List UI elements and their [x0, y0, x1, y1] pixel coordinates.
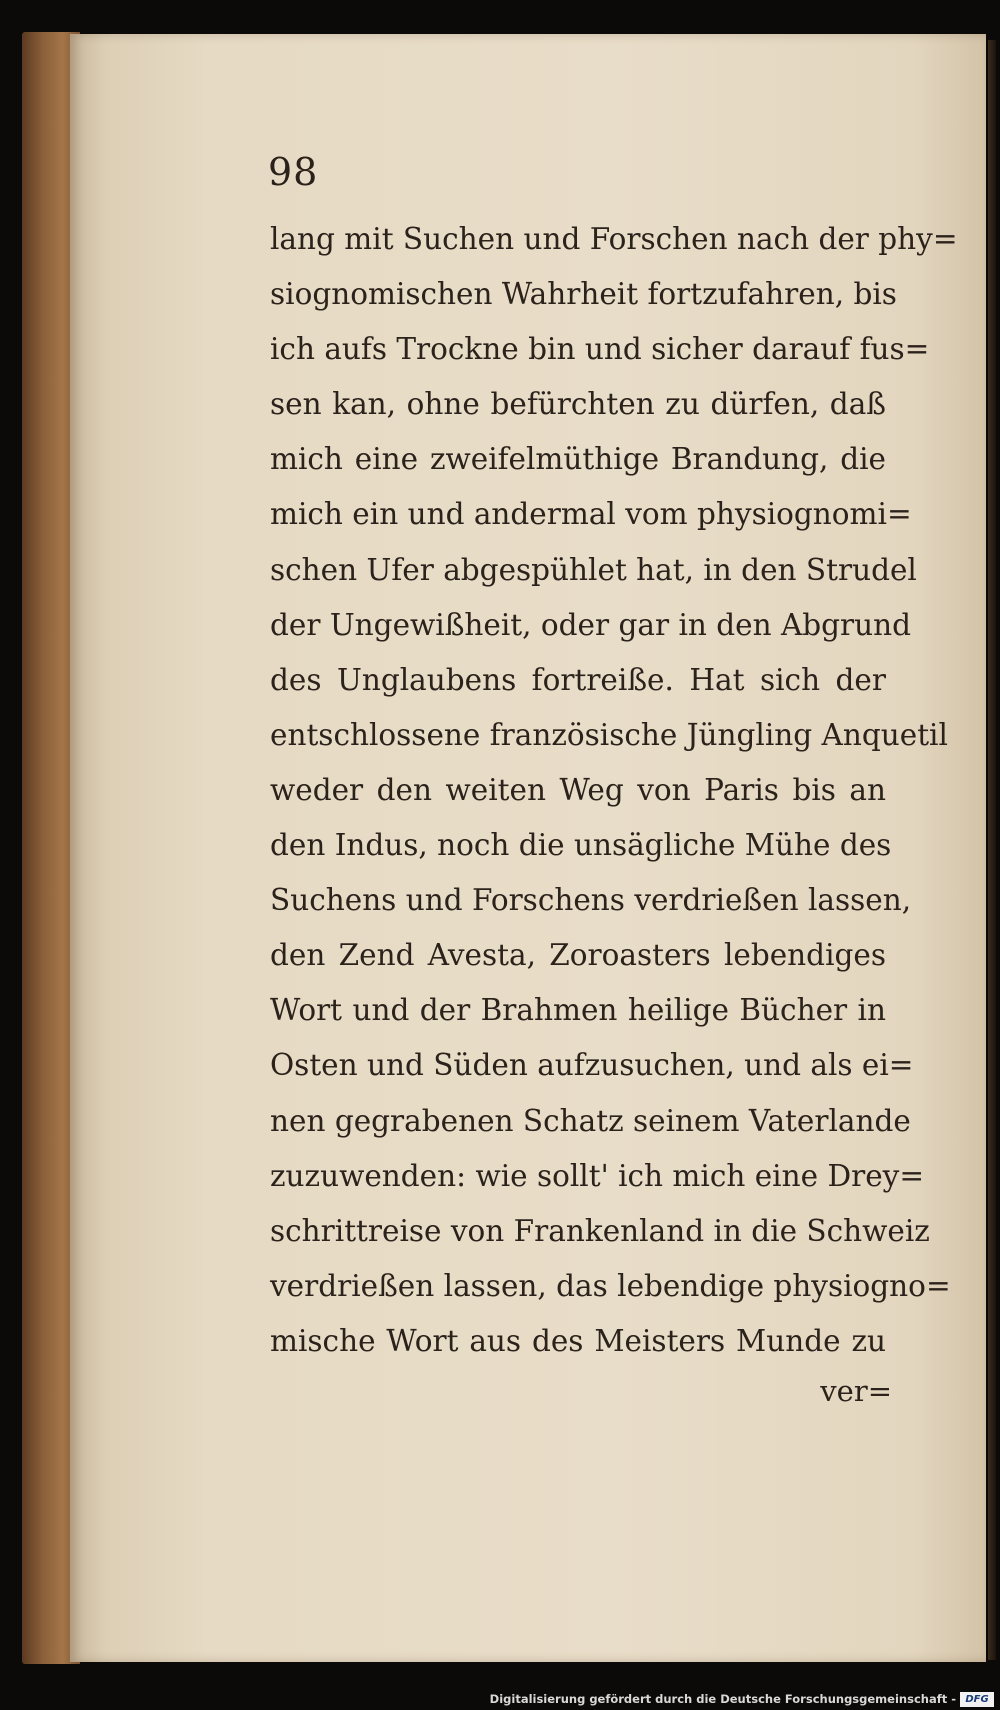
text-line: verdrießen lassen, das lebendige physiogno= [270, 1268, 951, 1303]
text-line: Osten und Süden aufzusuchen, und als ei= [270, 1048, 914, 1083]
text-line: ich aufs Trockne bin und sicher darauf fus= [270, 332, 930, 367]
text-line: mische Wort aus des Meisters Munde zu [270, 1323, 886, 1358]
text-line: mich eine zweifelmüthige Brandung, die [270, 442, 886, 477]
digitization-credit: Digitalisierung gefördert durch die Deutsche Forschungsgemeinschaft - [489, 1692, 956, 1706]
text-line: der Ungewißheit, oder gar in den Abgrund [270, 607, 912, 642]
text-line: sen kan, ohne befürchten zu dürfen, daß [270, 387, 886, 422]
text-line: nen gegrabenen Schatz seinem Vaterlande [270, 1103, 911, 1138]
text-line: Wort und der Brahmen heilige Bücher in [270, 993, 886, 1028]
text-line: schen Ufer abgespühlet hat, in den Strudel [270, 552, 917, 587]
text-line: den Zend Avesta, Zoroasters lebendiges [270, 938, 886, 973]
text-line: Suchens und Forschens verdrießen lassen, [270, 883, 912, 918]
text-line: mich ein und andermal vom physiognomi= [270, 497, 912, 532]
text-line: den Indus, noch die unsägliche Mühe des [270, 828, 892, 863]
body-text [270, 212, 958, 1369]
dfg-logo-icon: DFG [960, 1692, 994, 1707]
text-line: des Unglaubens fortreiße. Hat sich der [270, 662, 886, 697]
text-line: siognomischen Wahrheit fortzufahren, bis [270, 277, 897, 312]
catchword: ver= [820, 1374, 892, 1408]
text-line: entschlossene französische Jüngling Anquetil [270, 717, 948, 752]
page-edge-shadow [988, 40, 996, 1660]
text-line: lang mit Suchen und Forschen nach der phy= [270, 222, 958, 256]
text-line: weder den weiten Weg von Paris bis an [270, 772, 886, 807]
text-line: schrittreise von Frankenland in die Schweiz [270, 1213, 930, 1248]
text-line: zuzuwenden: wie sollt' ich mich eine Drey= [270, 1158, 925, 1193]
page-number: 98 [268, 150, 319, 194]
